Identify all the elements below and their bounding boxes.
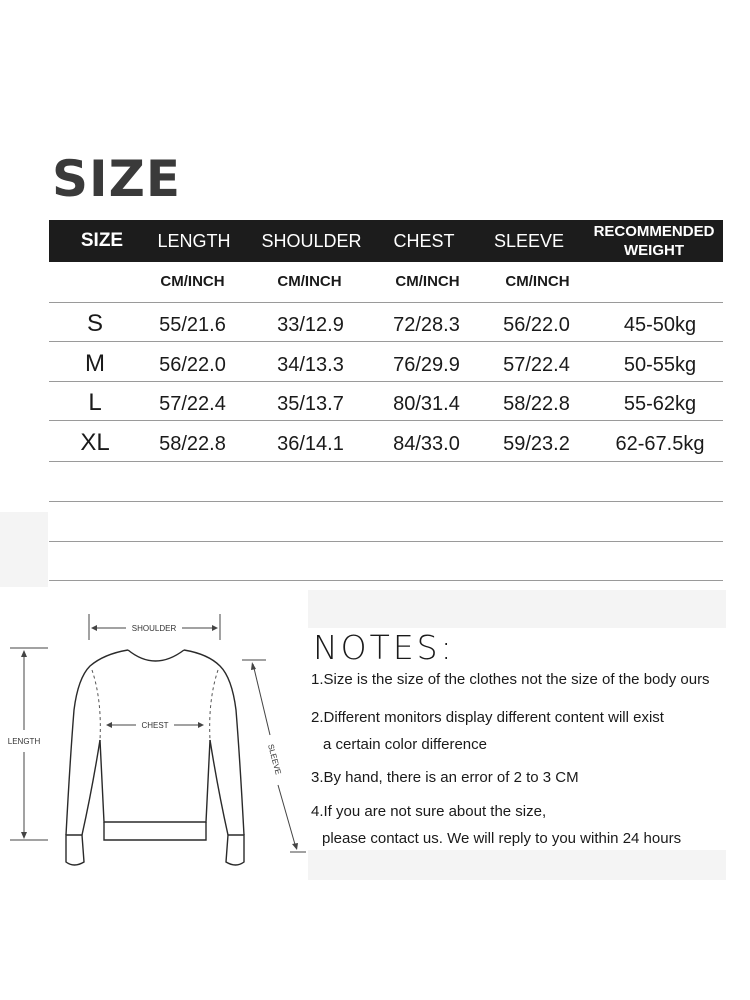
cell-weight: 62-67.5kg xyxy=(615,433,705,455)
header-sleeve: SLEEVE xyxy=(493,230,565,251)
cell-size: XL xyxy=(80,429,110,456)
header-size: SIZE xyxy=(80,230,124,251)
cell-size: M xyxy=(85,350,105,377)
cell-length: 57/22.4 xyxy=(159,393,226,415)
cell-chest: 84/33.0 xyxy=(393,433,460,455)
note-3: 3.By hand, there is an error of 2 to 3 CM xyxy=(311,769,579,786)
sweatshirt-outline xyxy=(66,650,244,865)
cell-length: 55/21.6 xyxy=(159,314,226,336)
shoulder-label: SHOULDER xyxy=(131,624,177,633)
background-panel xyxy=(0,512,48,587)
table-divider xyxy=(49,341,723,342)
cell-shoulder: 33/12.9 xyxy=(277,314,344,336)
table-divider xyxy=(49,461,723,462)
cell-chest: 76/29.9 xyxy=(393,354,460,376)
sleeve-measure xyxy=(242,660,306,852)
shoulder-measure xyxy=(89,614,220,640)
header-shoulder: SHOULDER xyxy=(261,230,362,251)
unit-sleeve: CM/INCH xyxy=(505,273,570,290)
cell-sleeve: 58/22.8 xyxy=(503,393,570,415)
table-divider xyxy=(49,420,723,421)
size-table-header xyxy=(49,220,723,262)
header-recommended-line2: WEIGHT xyxy=(624,242,684,259)
cell-shoulder: 34/13.3 xyxy=(277,354,344,376)
unit-shoulder: CM/INCH xyxy=(277,273,342,290)
cell-sleeve: 57/22.4 xyxy=(503,354,570,376)
sweatshirt-diagram xyxy=(0,600,310,890)
cell-length: 58/22.8 xyxy=(159,433,226,455)
page-title: SIZE xyxy=(52,150,182,208)
chest-measure xyxy=(106,721,204,730)
table-divider xyxy=(49,580,723,581)
cell-chest: 80/31.4 xyxy=(393,393,460,415)
cell-sleeve: 56/22.0 xyxy=(503,314,570,336)
header-chest: CHEST xyxy=(393,230,455,251)
cell-weight: 55-62kg xyxy=(623,393,697,415)
table-divider xyxy=(49,302,723,303)
cell-length: 56/22.0 xyxy=(159,354,226,376)
cell-size: L xyxy=(88,389,102,416)
cell-size: S xyxy=(86,310,103,337)
note-1: 1.Size is the size of the clothes not the size of the body ours xyxy=(311,671,710,688)
unit-length: CM/INCH xyxy=(160,273,225,290)
background-panel xyxy=(308,850,726,880)
header-recommended-line1: RECOMMENDED xyxy=(593,223,715,240)
header-recommended-weight xyxy=(584,222,724,260)
cell-shoulder: 36/14.1 xyxy=(277,433,344,455)
note-4: 4.If you are not sure about the size, xyxy=(311,803,547,820)
cell-sleeve: 59/23.2 xyxy=(503,433,570,455)
length-label: LENGTH xyxy=(7,737,41,746)
note-2-continued: a certain color difference xyxy=(323,736,487,753)
chest-label: CHEST xyxy=(141,721,169,730)
unit-chest: CM/INCH xyxy=(395,273,460,290)
cell-weight: 50-55kg xyxy=(623,354,697,376)
note-2: 2.Different monitors display different content will exist xyxy=(311,709,664,726)
cell-weight: 45-50kg xyxy=(623,314,697,336)
notes-title: NOTES: xyxy=(313,628,455,667)
background-panel xyxy=(308,590,726,628)
cell-chest: 72/28.3 xyxy=(393,314,460,336)
table-divider xyxy=(49,381,723,382)
cell-shoulder: 35/13.7 xyxy=(277,393,344,415)
table-divider xyxy=(49,541,723,542)
table-divider xyxy=(49,501,723,502)
note-4-continued: please contact us. We will reply to you within 24 hours xyxy=(322,830,682,847)
length-measure xyxy=(8,648,48,840)
header-length: LENGTH xyxy=(157,230,231,251)
sleeve-label: SLEEVE xyxy=(266,743,283,776)
